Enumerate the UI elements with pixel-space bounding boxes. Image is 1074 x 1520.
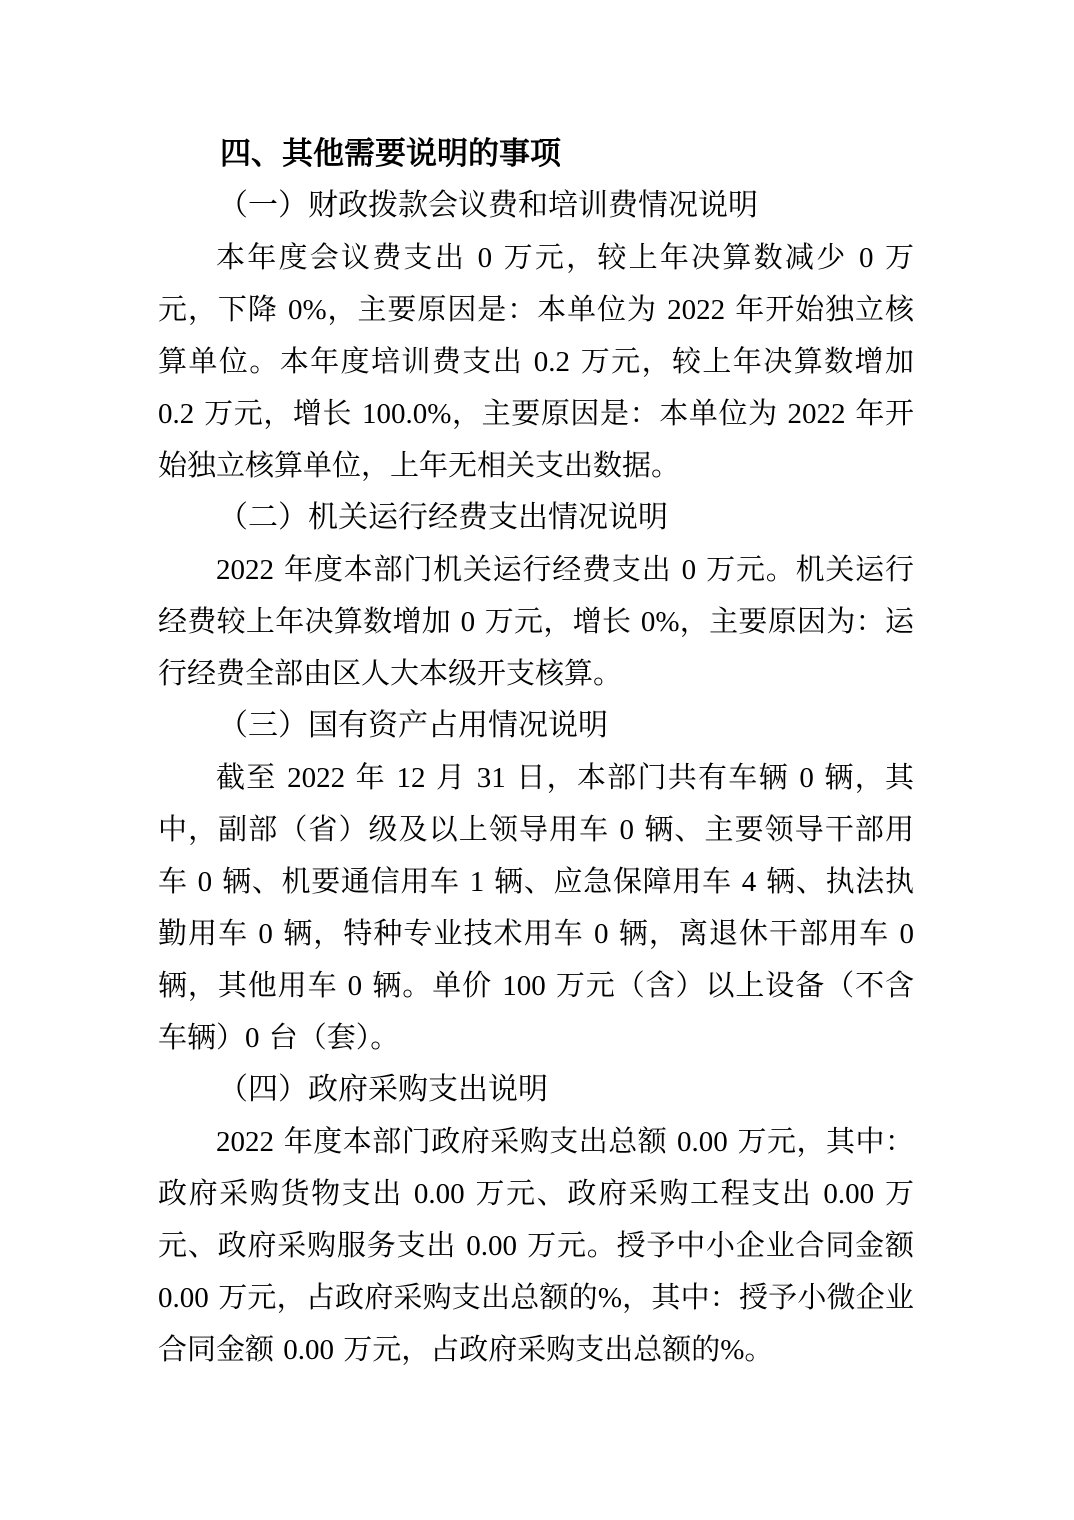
paragraph-government-procurement: 2022 年度本部门政府采购支出总额 0.00 万元，其中：政府采购货物支出 0.00 万元、政府采购工程支出 0.00 万元、政府采购服务支出 0.00 万元。授予中小企业合同金额 0.00 万元，占政府采购支出总额的%，其中：授予小微企业合同金额 0.00 万元，占政府采购支出总额的%。 <box>158 1126 914 1366</box>
section-title-government-procurement: （四）政府采购支出说明 <box>218 1073 548 1106</box>
section-title-state-owned-assets: （三）国有资产占用情况说明 <box>218 709 608 742</box>
section-meeting-training-fees <box>158 180 914 492</box>
section-government-procurement <box>158 1064 914 1376</box>
paragraph-agency-operating-expense: 2022 年度本部门机关运行经费支出 0 万元。机关运行经费较上年决算数增加 0 万元，增长 0%，主要原因为：运行经费全部由区人大本级开支核算。 <box>158 554 914 690</box>
paragraph-meeting-training-fees: 本年度会议费支出 0 万元，较上年决算数减少 0 万元，下降 0%，主要原因是：本单位为 2022 年开始独立核算单位。本年度培训费支出 0.2 万元，较上年决算数增加 0.2 万元，增长 100.0%，主要原因是：本单位为 2022 年开始独立核算单位，上年无相关支出数据。 <box>158 242 914 482</box>
section-title-meeting-training-fees: （一）财政拨款会议费和培训费情况说明 <box>218 189 758 222</box>
document-heading: 四、其他需要说明的事项 <box>220 136 561 171</box>
paragraph-state-owned-assets: 截至 2022 年 12 月 31 日，本部门共有车辆 0 辆，其中，副部（省）级及以上领导用车 0 辆、主要领导干部用车 0 辆、机要通信用车 1 辆、应急保障用车 4 辆、执法执勤用车 0 辆，特种专业技术用车 0 辆，离退休干部用车 0 辆，其他用车 0 辆。单价 100 万元（含）以上设备（不含车辆）0 台（套）。 <box>158 762 914 1054</box>
section-state-owned-assets <box>158 700 914 1064</box>
section-title-agency-operating-expense: （二）机关运行经费支出情况说明 <box>218 501 668 534</box>
section-agency-operating-expense <box>158 492 914 700</box>
